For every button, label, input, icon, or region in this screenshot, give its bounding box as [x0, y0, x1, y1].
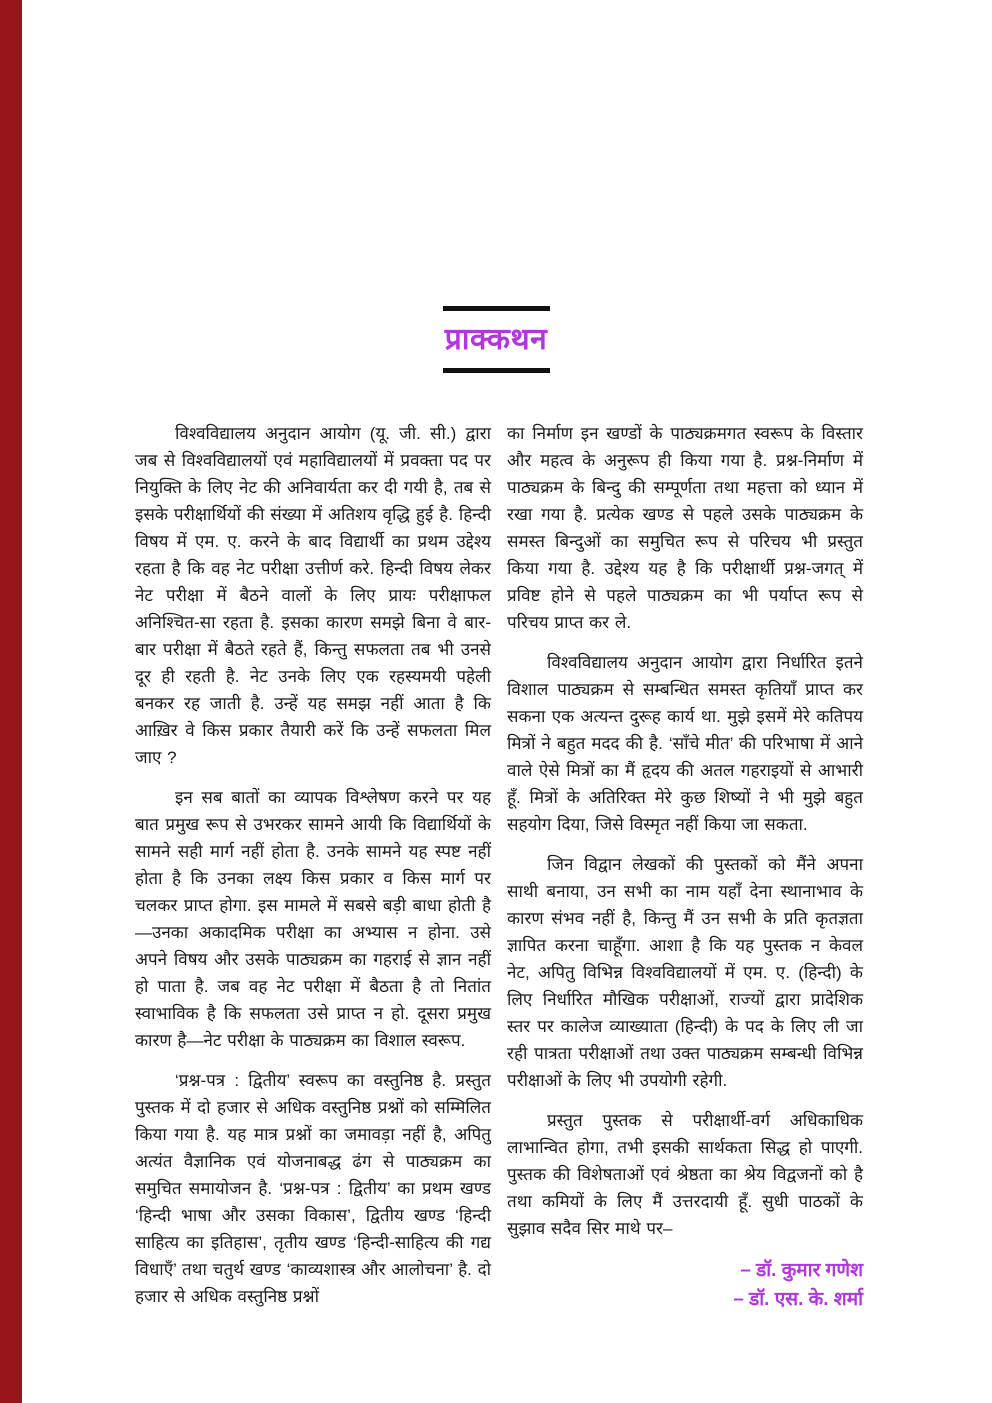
- title-block: [0, 306, 992, 373]
- author-signature: – डॉ. कुमार गणेश: [740, 1260, 863, 1281]
- paragraph: विश्वविद्यालय अनुदान आयोग द्वारा निर्धारित इतने विशाल पाठ्यक्रम से सम्बन्धित समस्त कृतियाँ प्राप्त कर सकना एक अत्यन्त दुरूह कार्य था. मुझे इसमें मेरे कतिपय मित्रों ने बहुत मदद की है. ‘साँचे मीत’ की परिभाषा में आने वाले ऐसे मित्रों का मैं हृदय की अतल गहराइयों से आभारी हूँ. मित्रों के अतिरिक्त मेरे कुछ शिष्यों ने भी मुझे बहुत सहयोग दिया, जिसे विस्मृत नहीं किया जा सकता.: [507, 653, 863, 834]
- right-column: [507, 420, 863, 1323]
- paragraph: जिन विद्वान लेखकों की पुस्तकों को मैंने अपना साथी बनाया, उन सभी का नाम यहाँ देना स्थानाभाव के कारण संभव नहीं है, किन्तु मैं उन सभी के प्रति कृतज्ञता ज्ञापित करना चाहूँगा. आशा है कि यह पुस्तक न केवल नेट, अपितु विभिन्न विश्वविद्यालयों में एम. ए. (हिन्दी) के लिए निर्धारित मौखिक परीक्षाओं, राज्यों द्वारा प्रादेशिक स्तर पर कालेज व्याख्याता (हिन्दी) के पद के लिए ली जा रही पात्रता परीक्षाओं तथा उक्त पाठ्यक्रम सम्बन्धी विभिन्न परीक्षाओं के लिए भी उपयोगी रहेगी.: [507, 855, 863, 1090]
- author-signature: – डॉ. एस. के. शर्मा: [733, 1289, 863, 1310]
- paragraph: ‘प्रश्न-पत्र : द्वितीय’ स्वरूप का वस्तुनिष्ठ है. प्रस्तुत पुस्तक में दो हजार से अधिक वस्तुनिष्ठ प्रश्नों को सम्मिलित किया गया है. यह मात्र प्रश्नों का जमावड़ा नहीं है, अपितु अत्यंत वैज्ञानिक एवं योजनाबद्ध ढंग से पाठ्यक्रम का समुचित समायोजन है. ‘प्रश्न-पत्र : द्वितीय’ का प्रथम खण्ड ‘हिन्दी भाषा और उसका विकास’, द्वितीय खण्ड ‘हिन्दी साहित्य का इतिहास’, तृतीय खण्ड ‘हिन्दी-साहित्य की गद्य विधाएँ’ तथा चतुर्थ खण्ड ‘काव्यशास्त्र और आलोचना’ है. दो हजार से अधिक वस्तुनिष्ठ प्रश्नों: [135, 1071, 491, 1306]
- page-title: प्राक्कथन: [444, 323, 548, 356]
- title-rule-bottom: [443, 368, 550, 373]
- title-rule-top: [443, 306, 550, 311]
- signature-block: [507, 1256, 863, 1314]
- text-columns: [135, 420, 862, 1323]
- paragraph: इन सब बातों का व्यापक विश्लेषण करने पर यह बात प्रमुख रूप से उभरकर सामने आयी कि विद्यार्थियों के सामने सही मार्ग नहीं होता है. उनके सामने यह स्पष्ट नहीं होता है कि उनका लक्ष्य किस प्रकार व किस मार्ग पर चलकर प्राप्त होगा. इस मामले में सबसे बड़ी बाधा होती है—उनका अकादमिक परीक्षा का अभ्यास न होना. उसे अपने विषय और उसके पाठ्यक्रम का गहराई से ज्ञान नहीं हो पाता है. जब वह नेट परीक्षा में बैठता है तो नितांत स्वाभाविक है कि सफलता उसे प्राप्त न हो. दूसरा प्रमुख कारण है—नेट परीक्षा के पाठ्यक्रम का विशाल स्वरूप.: [135, 788, 491, 1050]
- left-column: [135, 420, 491, 1323]
- paragraph: का निर्माण इन खण्डों के पाठ्यक्रमगत स्वरूप के विस्तार और महत्व के अनुरूप ही किया गया है. प्रश्न-निर्माण में पाठ्यक्रम के बिन्दु की सम्पूर्णता तथा महत्ता को ध्यान में रखा गया है. प्रत्येक खण्ड से पहले उसके पाठ्यक्रम के समस्त बिन्दुओं का समुचित रूप से परिचय भी प्रस्तुत किया गया है. उद्देश्य यह है कि परीक्षार्थी प्रश्न-जगत् में प्रविष्ट होने से पहले पाठ्यक्रम का भी पर्याप्त रूप से परिचय प्राप्त कर ले.: [507, 424, 863, 632]
- paragraph: प्रस्तुत पुस्तक से परीक्षार्थी-वर्ग अधिकाधिक लाभान्वित होगा, तभी इसकी सार्थकता सिद्ध हो पाएगी. पुस्तक की विशेषताओं एवं श्रेष्ठता का श्रेय विद्वजनों को है तथा कमियों के लिए मैं उत्तरदायी हूँ. सुधी पाठकों के सुझाव सदैव सिर माथे पर–: [507, 1111, 863, 1238]
- paragraph: विश्वविद्यालय अनुदान आयोग (यू. जी. सी.) द्वारा जब से विश्वविद्यालयों एवं महाविद्यालयों में प्रवक्ता पद पर नियुक्ति के लिए नेट की अनिवार्यता कर दी गयी है, तब से इसके परीक्षार्थियों की संख्या में अतिशय वृद्धि हुई है. हिन्दी विषय में एम. ए. करने के बाद विद्यार्थी का प्रथम उद्देश्य रहता है कि वह नेट परीक्षा उत्तीर्ण करे. हिन्दी विषय लेकर नेट परीक्षा में बैठने वालों के लिए प्रायः परीक्षाफल अनिश्चित-सा रहता है. इसका कारण समझे बिना वे बार-बार परीक्षा में बैठते रहते हैं, किन्तु सफलता तब भी उनसे दूर ही रहती है. नेट उनके लिए एक रहस्यमयी पहेली बनकर रह जाती है. उन्हें यह समझ नहीं आता है कि आख़िर वे किस प्रकार तैयारी करें कि उन्हें सफलता मिल जाए ?: [135, 424, 491, 767]
- binding-edge-strip: [0, 0, 22, 1403]
